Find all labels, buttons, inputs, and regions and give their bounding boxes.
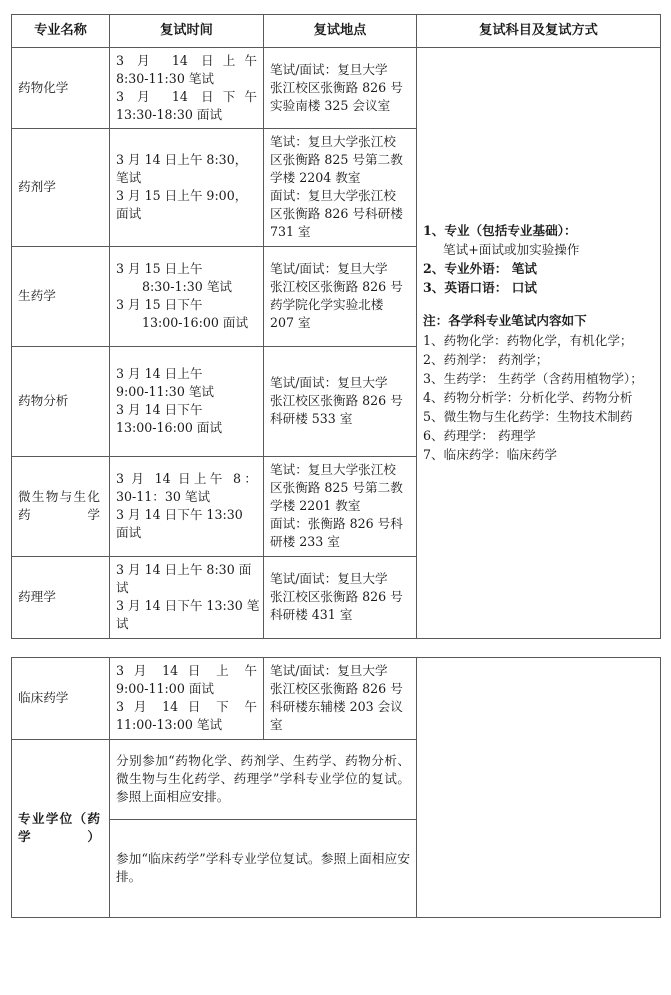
professional-degree-paragraph-1: [110, 739, 417, 819]
place-line: 张江校区张衡路 826 号: [270, 393, 403, 409]
subject-item-3-num: 3、: [423, 280, 445, 296]
time-line: 8:30-11:30 笔试: [116, 70, 215, 86]
column-header-major: 专业名称: [12, 15, 110, 48]
time-line: 3 月 14 日下午 13:30 笔: [116, 598, 260, 613]
time-line: 3 月 15 日上午 9:00，: [116, 188, 248, 203]
place-line: 科研楼 431 室: [270, 606, 353, 622]
place-line: 笔试：复旦大学张江校: [270, 134, 396, 150]
place-line: 面试：张衡路 826 号科: [270, 515, 403, 531]
place-line: 室: [270, 716, 283, 732]
row-major-name: 生药学: [12, 246, 110, 346]
time-line: 面试: [116, 205, 142, 221]
table-row: [12, 48, 661, 129]
note-heading: 注：各学科专业笔试内容如下: [423, 313, 587, 329]
time-line: 9:00-11:30 笔试: [116, 384, 215, 400]
place-line: 面试：复旦大学张江校: [270, 188, 396, 203]
row-retest-time: [110, 556, 264, 638]
time-line: 3 月 15 日上午: [116, 261, 203, 277]
time-line: 试: [116, 615, 129, 631]
row-retest-place: [264, 456, 417, 556]
time-line: 8:30-1:30 笔试: [142, 279, 233, 295]
note-item: 2、药剂学： 药剂学；: [423, 351, 549, 367]
row-major-name: 药物分析: [12, 346, 110, 456]
place-line: 学楼 2204 教室: [270, 170, 361, 186]
subject-item-1: [423, 221, 654, 240]
time-line: 3 月 14 日上午: [116, 366, 203, 382]
place-line: 笔试/面试：复旦大学: [270, 61, 388, 77]
retest-subjects-and-methods: [417, 48, 661, 639]
place-line: 张江校区张衡路 826 号: [270, 279, 403, 295]
note-item: 4、药物分析学：分析化学、药物分析: [423, 390, 633, 406]
time-line: 笔试: [116, 170, 142, 186]
place-line: 实验南楼 325 会议室: [270, 97, 391, 113]
time-line: 3 月 14 日上午 8:30，: [116, 152, 248, 168]
time-line: 3 月 14 日上午 8：: [116, 471, 257, 487]
place-line: 学楼 2201 教室: [270, 498, 361, 514]
time-line: 11:00-13:00 笔试: [116, 716, 223, 732]
place-line: 科研楼 533 室: [270, 410, 353, 426]
subject-item-2-label: 专业外语： 笔试: [444, 261, 537, 277]
retest-schedule-table: [11, 14, 661, 639]
subject-item-1-detail: 笔试+面试或加实验操作: [443, 242, 580, 258]
column-header-time: 复试时间: [110, 15, 264, 48]
professional-degree-paragraph-2: [110, 819, 417, 917]
row-major-name: 药剂学: [12, 128, 110, 246]
row-major-name: 药理学: [12, 556, 110, 638]
place-line: 笔试：复旦大学张江校: [270, 462, 396, 478]
row-retest-time: [110, 128, 264, 246]
time-line: 9:00-11:00 面试: [116, 681, 215, 697]
row-retest-place: [264, 657, 417, 739]
time-line: 13:00-16:00 面试: [116, 419, 223, 435]
row-retest-time: [110, 48, 264, 129]
row-retest-place: [264, 48, 417, 129]
time-line: 30-11：30 笔试: [116, 489, 211, 505]
professional-degree-table: [11, 657, 661, 918]
note-item: 3、生药学： 生药学（含药用植物学）；: [423, 370, 643, 386]
subject-item-2-num: 2、: [423, 261, 445, 277]
subject-item-3: [423, 278, 654, 297]
row-retest-time: [110, 456, 264, 556]
place-line: 张江校区张衡路 826 号: [270, 79, 403, 95]
column-header-subject: 复试科目及复试方式: [417, 15, 661, 48]
place-line: 张江校区张衡路 826 号: [270, 681, 403, 697]
subject-item-1-label: 专业（包括专业基础）：: [444, 222, 577, 238]
time-line: 3 月 14 日 上 午: [116, 663, 257, 679]
place-line: 207 室: [270, 314, 311, 330]
place-line: 笔试/面试：复旦大学: [270, 261, 388, 277]
time-line: 3 月 14 日下午: [116, 402, 203, 417]
table-separator-gap: [11, 639, 660, 657]
table-header-row: [12, 15, 661, 48]
table-row: [12, 657, 661, 739]
time-line: 试: [116, 580, 129, 596]
note-item: 6、药理学： 药理学: [423, 428, 536, 444]
note-item: 7、临床药学：临床药学: [423, 447, 557, 463]
place-line: 731 室: [270, 223, 311, 239]
row-retest-place: [264, 128, 417, 246]
note-item: 5、微生物与生化药学：生物技术制药: [423, 409, 633, 425]
retest-subjects-empty-cell: [417, 657, 661, 917]
row-major-name: 微生物与生化药学: [12, 456, 110, 556]
place-line: 药学院化学实验北楼: [270, 297, 384, 312]
place-line: 科研楼东辅楼 203 会议: [270, 699, 403, 714]
time-line: 3 月 14 日上午: [116, 53, 257, 68]
subject-item-2: [423, 259, 654, 278]
place-line: 笔试/面试：复旦大学: [270, 571, 388, 587]
time-line: 13:30-18:30 面试: [116, 106, 223, 122]
row-major-name: 药物化学: [12, 48, 110, 129]
place-line: 张江校区张衡路 826 号: [270, 589, 403, 605]
time-line: 3 月 14 日下午: [116, 88, 257, 104]
place-line: 区张衡路 825 号第二教: [270, 152, 403, 168]
subject-block: [423, 221, 654, 465]
paragraph-text: 分别参加“药物化学、药剂学、生药学、药物分析、微生物与生化药学、药理学”学科专业学位的复试。参照上面相应安排。: [116, 753, 410, 804]
subject-block-spacer: [423, 297, 654, 311]
time-line: 13:00-16:00 面试: [142, 314, 249, 330]
place-line: 研楼 233 室: [270, 533, 340, 549]
subject-item-1-num: 1、: [423, 222, 445, 238]
time-line: 3 月 14 日上午 8:30 面: [116, 562, 252, 578]
place-line: 区张衡路 825 号第二教: [270, 480, 403, 496]
row-retest-time: [110, 346, 264, 456]
time-line: 3 月 15 日下午: [116, 297, 203, 312]
row-major-name: 临床药学: [12, 657, 110, 739]
time-line: 面试: [116, 524, 142, 540]
paragraph-text: 参加“临床药学”学科专业学位复试。参照上面相应安排。: [116, 851, 410, 884]
row-retest-time: [110, 246, 264, 346]
place-line: 笔试/面试：复旦大学: [270, 375, 388, 391]
time-line: 3 月 14 日下午 13:30: [116, 507, 243, 522]
column-header-place: 复试地点: [264, 15, 417, 48]
row-retest-time: [110, 657, 264, 739]
row-retest-place: [264, 246, 417, 346]
subject-item-3-label: 英语口语： 口试: [444, 280, 537, 296]
row-retest-place: [264, 556, 417, 638]
time-line: 3 月 14 日 下 午: [116, 699, 257, 714]
note-item: 1、药物化学：药物化学，有机化学；: [423, 332, 633, 348]
row-major-name-professional-degree: 专业学位（药学）: [12, 739, 110, 917]
place-line: 区张衡路 826 号科研楼: [270, 205, 403, 221]
place-line: 笔试/面试：复旦大学: [270, 663, 388, 679]
row-retest-place: [264, 346, 417, 456]
